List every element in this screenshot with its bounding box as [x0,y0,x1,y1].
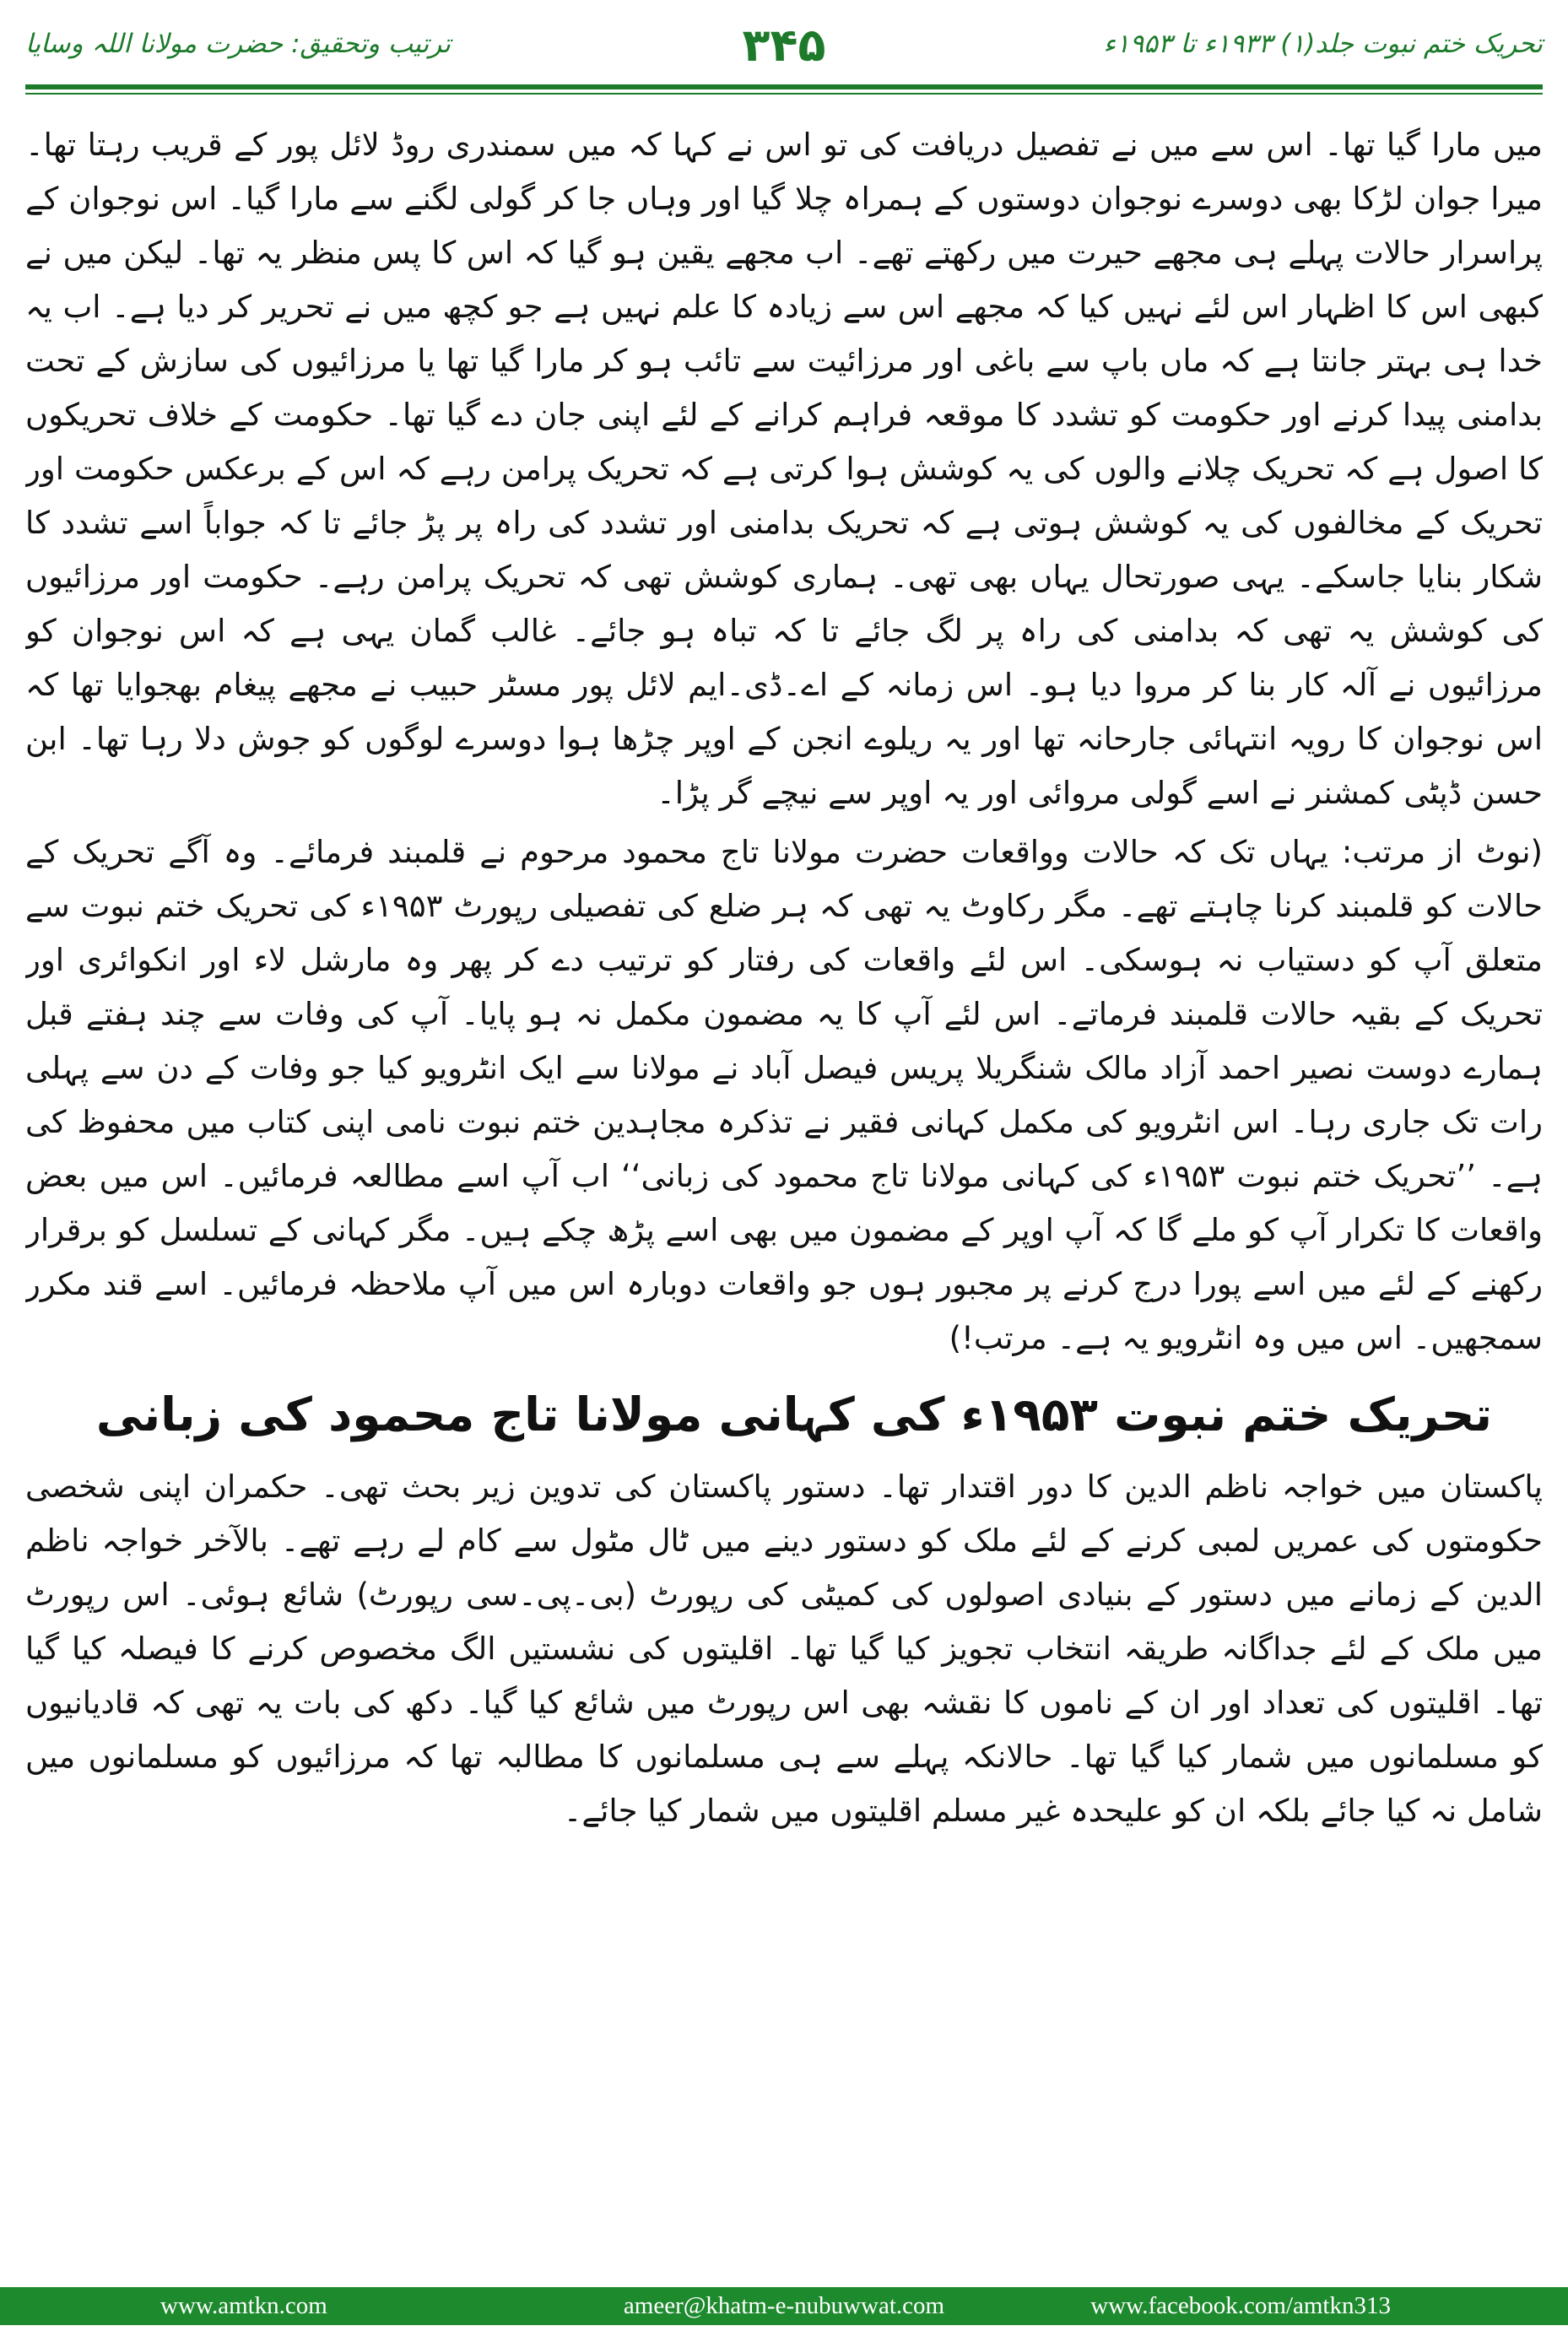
page-number: ۳۴۵ [742,19,826,72]
paragraph-pakistan: پاکستان میں خواجہ ناظم الدین کا دور اقتدار تھا۔ دستور پاکستان کی تدوین زیر بحث تھی۔ حکمران اپنی شخصی حکومتوں کی عمریں لمبی کرنے کے لئے ملک کو دستور دینے میں ٹال مٹول سے کام لے رہے تھے۔ بالآخر خواجہ ناظم الدین کے زمانے میں دستور کے بنیادی اصولوں کی کمیٹی کی رپورٹ (بی۔پی۔سی رپورٹ) شائع ہوئی۔ اس رپورٹ میں ملک کے لئے جداگانہ طریقہ انتخاب تجویز کیا گیا تھا۔ اقلیتوں کی نشستیں الگ مخصوص کرنے کا فیصلہ کیا گیا تھا۔ اقلیتوں کی تعداد اور ان کے ناموں کا نقشہ بھی اس رپورٹ میں شائع کیا گیا۔ دکھ کی بات یہ تھی کہ قادیانیوں کو مسلمانوں میں شمار کیا گیا تھا۔ حالانکہ پہلے سے ہی مسلمانوں کا مطالبہ تھا کہ مرزائیوں کو مسلمانوں میں شامل نہ کیا جائے بلکہ ان کو علیحدہ غیر مسلم اقلیتوں میں شمار کیا جائے۔ [25,1468,1543,1829]
book-title: تحریک ختم نبوت جلد(۱) ۱۹۳۳ء تا ۱۹۵۳ء [1103,29,1543,59]
page-footer [0,2287,1568,2325]
header-rule-thin [25,93,1543,95]
header-rule-thick [25,84,1543,89]
website-link[interactable]: www.amtkn.com [160,2292,327,2319]
compiler-credit: ترتیب وتحقیق: حضرت مولانا اللہ وسایا [25,29,451,59]
compiler-note: (نوٹ از مرتب: یہاں تک کہ حالات وواقعات حضرت مولانا تاج محمود مرحوم نے قلمبند فرمائے۔ وہ آگے تحریک کے حالات کو قلمبند کرنا چاہتے تھے۔ مگر رکاوٹ یہ تھی کہ ہر ضلع کی تفصیلی رپورٹ ۱۹۵۳ء کی تحریک ختم نبوت سے متعلق آپ کو دستیاب نہ ہوسکی۔ اس لئے واقعات کی رفتار کو ترتیب دے کر پھر وہ مارشل لاء اور انکوائری اور تحریک کے بقیہ حالات قلمبند فرماتے۔ اس لئے آپ کا یہ مضمون مکمل نہ ہو پایا۔ آپ کی وفات سے چند ہفتے قبل ہمارے دوست نصیر احمد آزاد مالک شنگریلا پریس فیصل آباد نے مولانا سے ایک انٹرویو کیا جو وفات کے دن سے پہلی رات تک جاری رہا۔ اس انٹرویو کی مکمل کہانی فقیر نے تذکرہ مجاہدین ختم نبوت نامی اپنی کتاب میں محفوظ کی ہے۔ ’’تحریک ختم نبوت ۱۹۵۳ء کی کہانی مولانا تاج محمود کی زبانی‘‘ اب آپ اسے مطالعہ فرمائیں۔ اس میں بعض واقعات کا تکرار آپ کو ملے گا کہ آپ اوپر کے مضمون میں بھی اسے پڑھ چکے ہیں۔ مگر کہانی کے تسلسل کو برقرار رکھنے کے لئے میں اسے پورا درج کرنے پر مجبور ہوں جو واقعات دوبارہ اس میں آپ ملاحظہ فرمائیں۔ اسے قند مکرر سمجھیں۔ اس میں وہ انٹرویو یہ ہے۔ مرتب!) [25,834,1543,1356]
facebook-link[interactable]: www.facebook.com/amtkn313 [1090,2292,1391,2319]
page-header [25,19,1543,95]
email-link[interactable]: ameer@khatm-e-nubuwwat.com [623,2292,945,2319]
paragraph-continued: میں مارا گیا تھا۔ اس سے میں نے تفصیل دریافت کی تو اس نے کہا کہ میں سمندری روڈ لائل پور کے قریب رہتا تھا۔ میرا جوان لڑکا بھی دوسرے نوجوان دوستوں کے ہمراہ چلا گیا اور وہاں جا کر گولی لگنے سے مارا گیا۔ اس نوجوان کے پراسرار حالات پہلے ہی مجھے حیرت میں رکھتے تھے۔ اب مجھے یقین ہو گیا کہ اس کا پس منظر یہ تھا۔ لیکن میں نے کبھی اس کا اظہار اس لئے نہیں کیا کہ مجھے اس سے زیادہ کا علم نہیں ہے جو کچھ میں نے تحریر کر دیا ہے۔ اب یہ خدا ہی بہتر جانتا ہے کہ ماں باپ سے باغی اور مرزائیت سے تائب ہو کر مارا گیا تھا یا مرزائیوں کی سازش کے تحت بدامنی پیدا کرنے اور حکومت کو تشدد کا موقعہ فراہم کرانے کے لئے اپنی جان دے گیا تھا۔ حکومت کے خلاف تحریکوں کا اصول ہے کہ تحریک چلانے والوں کی یہ کوشش ہوا کرتی ہے کہ تحریک پرامن رہے کہ اس کے برعکس حکومت اور تحریک کے مخالفوں کی یہ کوشش ہوتی ہے کہ تحریک بدامنی اور تشدد کی راہ پر پڑ جائے تا کہ جواباً اسے تشدد کا شکار بنایا جاسکے۔ یہی صورتحال یہاں بھی تھی۔ ہماری کوشش تھی کہ تحریک پرامن رہے۔ حکومت اور مرزائیوں کی کوشش یہ تھی کہ بدامنی کی راہ پر لگ جائے تا کہ تباہ ہو جائے۔ غالب گمان یہی ہے کہ اس نوجوان کو مرزائیوں نے آلہ کار بنا کر مروا دیا ہو۔ اس زمانہ کے اے۔ڈی۔ایم لائل پور مسٹر حبیب نے مجھے پیغام بھجوایا تھا کہ اس نوجوان کا رویہ انتہائی جارحانہ تھا اور یہ ریلوے انجن کے اوپر چڑھا ہوا دوسرے لوگوں کو جوش دلا رہا تھا۔ ابن حسن ڈپٹی کمشنر نے اسے گولی مروائی اور یہ اوپر سے نیچے گر پڑا۔ [25,127,1543,811]
page-body [25,118,1543,2270]
section-heading: تحریک ختم نبوت ۱۹۵۳ء کی کہانی مولانا تاج محمود کی زبانی [95,1387,1492,1441]
